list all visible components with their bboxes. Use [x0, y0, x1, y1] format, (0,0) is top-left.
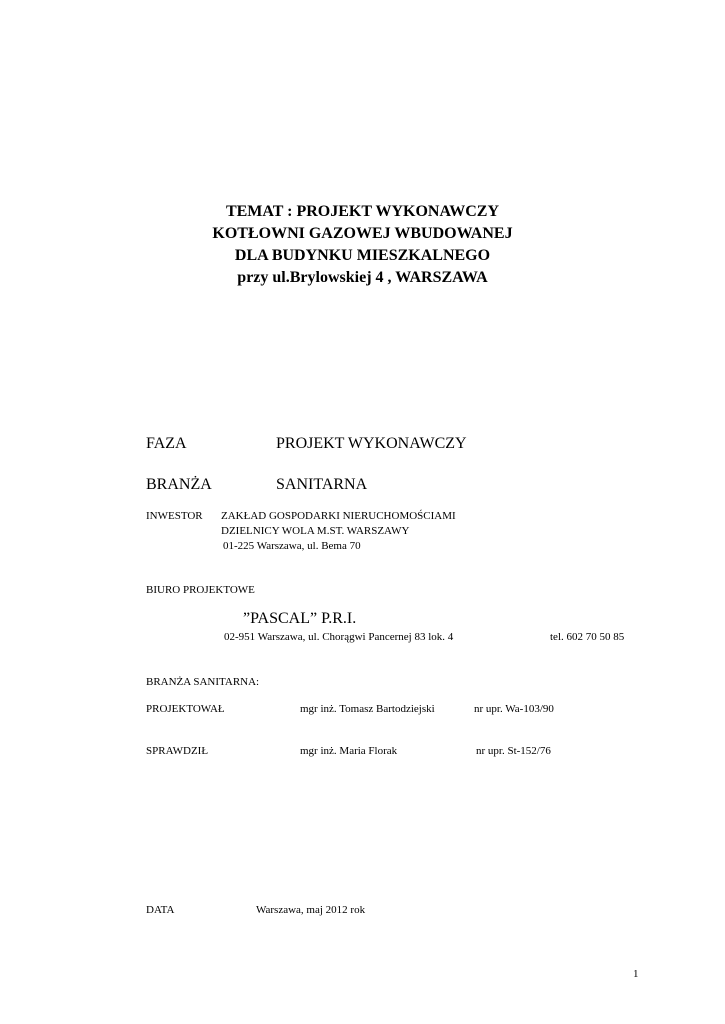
faza-label: FAZA [146, 435, 187, 452]
projektowal-name: mgr inż. Tomasz Bartodziejski [300, 703, 435, 715]
inwestor-line-1: ZAKŁAD GOSPODARKI NIERUCHOMOŚCIAMI [221, 510, 456, 522]
data-value: Warszawa, maj 2012 rok [256, 904, 366, 916]
branza-value: SANITARNA [276, 476, 368, 493]
biuro-label: BIURO PROJEKTOWE [146, 584, 255, 596]
biuro-phone: tel. 602 70 50 85 [550, 631, 625, 643]
sprawdzil-name: mgr inż. Maria Florak [300, 745, 398, 757]
title-line-3: DLA BUDYNKU MIESZKALNEGO [234, 247, 491, 264]
title-line-2: KOTŁOWNI GAZOWEJ WBUDOWANEJ [212, 225, 513, 242]
inwestor-label: INWESTOR [146, 510, 203, 522]
biuro-address: 02-951 Warszawa, ul. Chorągwi Pancernej 83 lok. 4 [224, 631, 454, 643]
branza-sanitarna-label: BRANŻA SANITARNA: [146, 676, 260, 688]
data-label: DATA [146, 904, 175, 916]
projektowal-label: PROJEKTOWAŁ [146, 703, 225, 715]
page-number: 1 [633, 968, 639, 980]
title-block [0, 201, 725, 289]
sprawdzil-label: SPRAWDZIŁ [146, 745, 209, 757]
projektowal-permit: nr upr. Wa-103/90 [474, 703, 554, 715]
biuro-name: ”PASCAL” P.R.I. [243, 610, 357, 627]
inwestor-line-2: DZIELNICY WOLA M.ST. WARSZAWY [221, 525, 410, 537]
sprawdzil-permit: nr upr. St-152/76 [476, 745, 551, 757]
title-line-4: przy ul.Brylowskiej 4 , WARSZAWA [237, 269, 488, 286]
branza-label: BRANŻA [146, 476, 212, 493]
inwestor-line-3: 01-225 Warszawa, ul. Bema 70 [223, 540, 361, 552]
faza-value: PROJEKT WYKONAWCZY [276, 435, 467, 452]
title-line-1: TEMAT : PROJEKT WYKONAWCZY [225, 203, 500, 220]
